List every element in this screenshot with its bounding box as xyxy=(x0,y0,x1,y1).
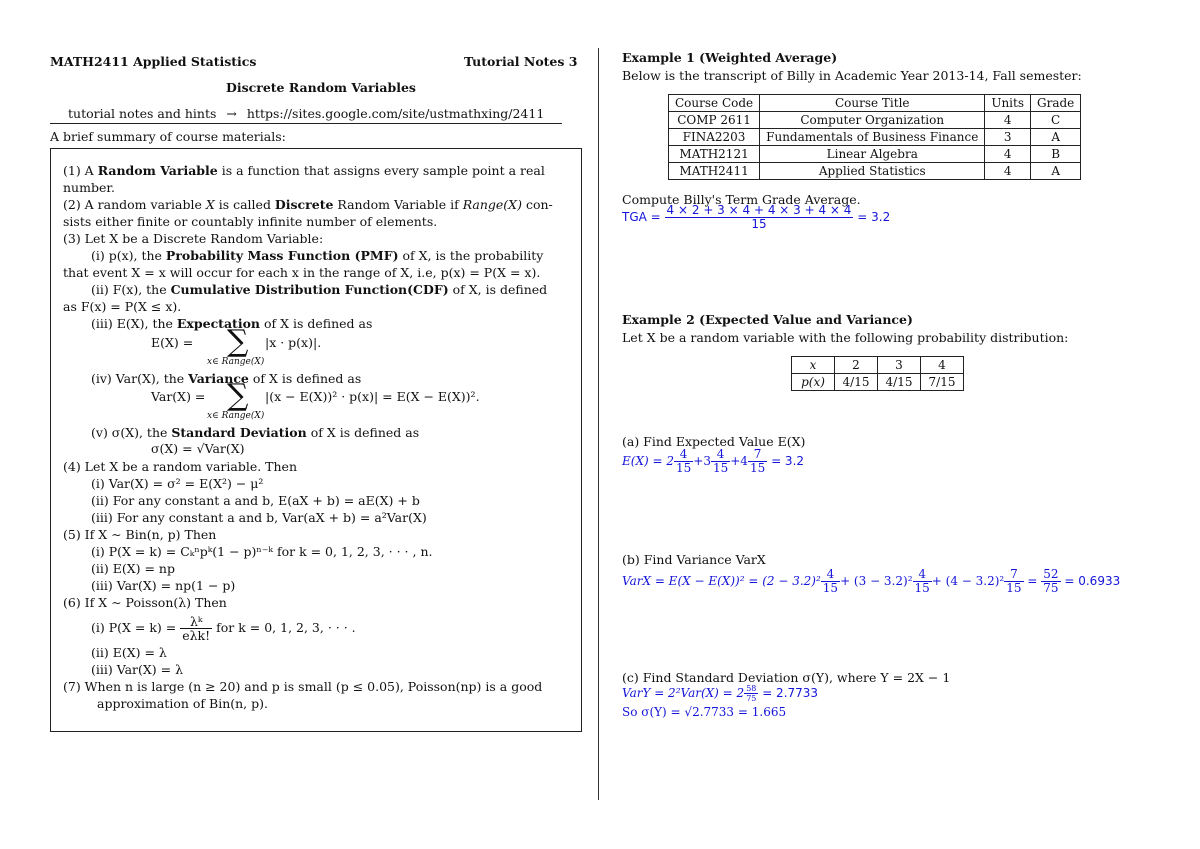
frac-num: 4 xyxy=(711,448,730,462)
frac-num: 52 xyxy=(1043,567,1059,581)
fraction xyxy=(674,448,693,475)
cell: 4 xyxy=(985,146,1031,163)
summary-item-1 xyxy=(63,163,545,179)
summary-item-4iii: (iii) For any constant a and b, Var(aX + b) = a²Var(X) xyxy=(91,510,427,525)
term-discrete: Discrete xyxy=(274,197,334,212)
term-pmf: Probability Mass Function (PMF) xyxy=(165,248,399,263)
poisson-fraction xyxy=(180,615,212,642)
hint-line xyxy=(68,106,544,121)
cell: 4 xyxy=(985,163,1031,180)
answer-lhs: TGA = xyxy=(622,210,661,224)
text: is called xyxy=(214,197,275,212)
equation-expectation xyxy=(151,335,193,351)
cell: FINA2203 xyxy=(669,129,760,146)
answer-lhs: VarX = E(X − E(X))² = (2 − 3.2)² xyxy=(622,574,821,588)
summary-box xyxy=(50,148,582,732)
cell: 4 xyxy=(921,357,964,374)
text: + (4 − 3.2)² xyxy=(931,574,1005,588)
answer-lhs: E(X) = 2 xyxy=(622,454,674,468)
frac-den: eλk! xyxy=(182,628,211,643)
table-row xyxy=(669,163,1081,180)
summary-item-4: (4) Let X be a random variable. Then xyxy=(63,459,297,474)
summary-item-3v xyxy=(91,425,419,441)
frac-den: 15 xyxy=(822,581,839,595)
text: (i) p(x), the xyxy=(91,248,166,263)
cell: 4/15 xyxy=(878,374,921,391)
cell: 3 xyxy=(985,129,1031,146)
col-header: Course Title xyxy=(760,95,985,112)
eq-rhs: |(x − E(X))² · p(x)| = E(X − E(X))². xyxy=(265,389,480,404)
example1-answer xyxy=(622,204,890,231)
text: (2) A random variable xyxy=(63,197,206,212)
frac-den: 15 xyxy=(675,461,692,475)
answer-rhs: = 3.2 xyxy=(857,210,891,224)
sum-symbol: ∑ xyxy=(227,378,249,413)
summary-item-3: (3) Let X be a Discrete Random Variable: xyxy=(63,231,324,246)
frac-num: 7 xyxy=(748,448,767,462)
course-url-link[interactable]: https://sites.google.com/site/ustmathxing/2411 xyxy=(246,106,545,121)
cell: MATH2411 xyxy=(669,163,760,180)
answer-c-line2: So σ(Y) = √2.7733 = 1.665 xyxy=(622,705,787,719)
frac-num: λᵏ xyxy=(180,615,212,629)
cell: 2 xyxy=(835,357,878,374)
cell: 3 xyxy=(878,357,921,374)
cell: Applied Statistics xyxy=(760,163,985,180)
term-random-variable: Random Variable xyxy=(97,163,218,178)
summary-item-2-cont: sists either finite or countably infinite number of elements. xyxy=(63,214,438,229)
text: (iii) E(X), the xyxy=(91,316,177,331)
answer-fraction xyxy=(665,204,854,231)
header-rule xyxy=(50,123,562,124)
col-header: Grade xyxy=(1031,95,1081,112)
question-b: (b) Find Variance VarX xyxy=(622,552,766,567)
term-standard-deviation: Standard Deviation xyxy=(171,425,307,440)
text: (i) P(X = k) = xyxy=(91,620,177,635)
frac-den: 15 xyxy=(749,461,766,475)
table-row xyxy=(792,357,964,374)
notes-label: Tutorial Notes 3 xyxy=(464,54,578,69)
text: of X, is the probability xyxy=(398,248,544,263)
text: VarY = 2²Var(X) = 2 xyxy=(622,686,745,700)
range-x: Range(X) xyxy=(462,197,522,212)
cell: p(x) xyxy=(792,374,835,391)
text: (iv) Var(X), the xyxy=(91,371,189,386)
frac-den: 15 xyxy=(914,581,930,595)
frac-num: 4 xyxy=(674,448,693,462)
text: of X, is defined xyxy=(448,282,548,297)
fraction xyxy=(711,448,730,475)
summary-intro: A brief summary of course materials: xyxy=(50,129,286,144)
table-row xyxy=(669,146,1081,163)
answer-rhs: = 0.6933 xyxy=(1064,574,1121,588)
cell: A xyxy=(1031,129,1081,146)
text: is a function that assigns every sample point a real xyxy=(217,163,545,178)
var-x: X xyxy=(205,197,215,212)
text: +3 xyxy=(693,454,711,468)
text: +4 xyxy=(730,454,748,468)
cell: Computer Organization xyxy=(760,112,985,129)
example1-desc: Below is the transcript of Billy in Academic Year 2013-14, Fall semester: xyxy=(622,68,1082,83)
eq-rhs: |x · p(x)|. xyxy=(265,335,322,350)
table-row xyxy=(792,374,964,391)
column-divider xyxy=(598,48,599,800)
summary-item-3i xyxy=(91,248,543,264)
text: (ii) F(x), the xyxy=(91,282,171,297)
arrow-icon: → xyxy=(226,106,237,121)
answer-b xyxy=(622,568,1120,595)
sum-subscript: x∈ Range(X) xyxy=(207,357,265,367)
example1-question: Compute Billy's Term Grade Average. xyxy=(622,192,861,207)
text: Random Variable if xyxy=(333,197,463,212)
text: for k = 0, 1, 2, 3, · · · . xyxy=(216,620,356,635)
text: + (3 − 3.2)² xyxy=(840,574,913,588)
fraction xyxy=(744,684,758,703)
summary-item-3i-cont: that event X = x will occur for each x in the range of X, i.e, p(x) = P(X = x). xyxy=(63,265,541,280)
frac-den: 15 xyxy=(1006,581,1022,595)
frac-num: 4 xyxy=(821,568,840,582)
cell: 7/15 xyxy=(921,374,964,391)
answer-a xyxy=(622,448,804,475)
text: (1) A xyxy=(63,163,98,178)
cell: MATH2121 xyxy=(669,146,760,163)
frac-num: 4 × 2 + 3 × 4 + 4 × 3 + 4 × 4 xyxy=(666,203,852,217)
answer-rhs: = 3.2 xyxy=(771,454,805,468)
summary-item-4ii: (ii) For any constant a and b, E(aX + b) = aE(X) + b xyxy=(91,493,420,508)
text: of X is defined as xyxy=(306,425,420,440)
summary-item-7: (7) When n is large (n ≥ 20) and p is small (p ≤ 0.05), Poisson(np) is a good xyxy=(63,679,543,694)
cell: 4 xyxy=(985,112,1031,129)
summary-item-5ii: (ii) E(X) = np xyxy=(91,561,175,576)
fraction xyxy=(1004,568,1023,595)
answer-c-line1 xyxy=(622,684,818,703)
sum-symbol: ∑ xyxy=(227,324,249,359)
hint-prefix: tutorial notes and hints xyxy=(68,106,217,121)
eq-lhs: Var(X) = xyxy=(151,389,206,404)
question-c: (c) Find Standard Deviation σ(Y), where Y = 2X − 1 xyxy=(622,670,951,685)
summary-item-1-cont: number. xyxy=(63,180,115,195)
text: con- xyxy=(521,197,553,212)
cell: B xyxy=(1031,146,1081,163)
cell: Fundamentals of Business Finance xyxy=(760,129,985,146)
table-row xyxy=(669,129,1081,146)
cell: C xyxy=(1031,112,1081,129)
equation-sd: σ(X) = √Var(X) xyxy=(151,441,245,456)
transcript-table xyxy=(668,94,1081,180)
frac-den: 15 xyxy=(751,217,767,231)
summary-item-6: (6) If X ∼ Poisson(λ) Then xyxy=(63,595,227,610)
term-cdf: Cumulative Distribution Function(CDF) xyxy=(170,282,449,297)
sum-subscript: x∈ Range(X) xyxy=(207,411,265,421)
frac-num: 58 xyxy=(746,684,757,693)
text: = xyxy=(1027,574,1038,588)
frac-den: 15 xyxy=(712,461,729,475)
summary-item-5iii: (iii) Var(X) = np(1 − p) xyxy=(91,578,236,593)
summary-item-5: (5) If X ∼ Bin(n, p) Then xyxy=(63,527,217,542)
fraction xyxy=(1041,568,1060,595)
example2-desc: Let X be a random variable with the following probability distribution: xyxy=(622,330,1069,345)
equation-variance xyxy=(151,389,205,405)
term-expectation: Expectation xyxy=(176,316,260,331)
col-header: Course Code xyxy=(669,95,760,112)
frac-num: 4 xyxy=(913,568,932,582)
text: of X is defined as xyxy=(248,371,362,386)
cell: Linear Algebra xyxy=(760,146,985,163)
eq-lhs: E(X) = xyxy=(151,335,194,350)
summary-item-4i: (i) Var(X) = σ² = E(X²) − μ² xyxy=(91,476,264,491)
fraction xyxy=(913,568,932,595)
col-header: Units xyxy=(985,95,1031,112)
distribution-table xyxy=(791,356,964,391)
summary-item-7-cont: approximation of Bin(n, p). xyxy=(97,696,268,711)
frac-den: 75 xyxy=(746,694,757,703)
cell: A xyxy=(1031,163,1081,180)
cell: x xyxy=(792,357,835,374)
fraction xyxy=(748,448,767,475)
summary-item-2 xyxy=(63,197,553,213)
summary-item-3ii-cont: as F(x) = P(X ≤ x). xyxy=(63,299,182,314)
text: of X is defined as xyxy=(260,316,373,331)
cell: COMP 2611 xyxy=(669,112,760,129)
example1-title: Example 1 (Weighted Average) xyxy=(622,50,838,65)
course-title: MATH2411 Applied Statistics xyxy=(50,54,257,69)
fraction xyxy=(821,568,840,595)
page-title: Discrete Random Variables xyxy=(226,80,416,95)
cell: 4/15 xyxy=(835,374,878,391)
summary-item-6iii: (iii) Var(X) = λ xyxy=(91,662,184,677)
table-header-row xyxy=(669,95,1081,112)
text: (v) σ(X), the xyxy=(91,425,172,440)
question-a: (a) Find Expected Value E(X) xyxy=(622,434,806,449)
summary-item-6ii: (ii) E(X) = λ xyxy=(91,645,167,660)
summary-item-3ii xyxy=(91,282,547,298)
frac-den: 75 xyxy=(1043,581,1059,595)
table-row xyxy=(669,112,1081,129)
frac-num: 7 xyxy=(1004,568,1023,582)
text: = 2.7733 xyxy=(758,686,819,700)
example2-title: Example 2 (Expected Value and Variance) xyxy=(622,312,913,327)
summary-item-6i xyxy=(91,615,356,642)
summary-item-5i: (i) P(X = k) = Cₖⁿpᵏ(1 − p)ⁿ⁻ᵏ for k = 0, 1, 2, 3, · · · , n. xyxy=(91,544,433,559)
term-variance: Variance xyxy=(188,371,249,386)
